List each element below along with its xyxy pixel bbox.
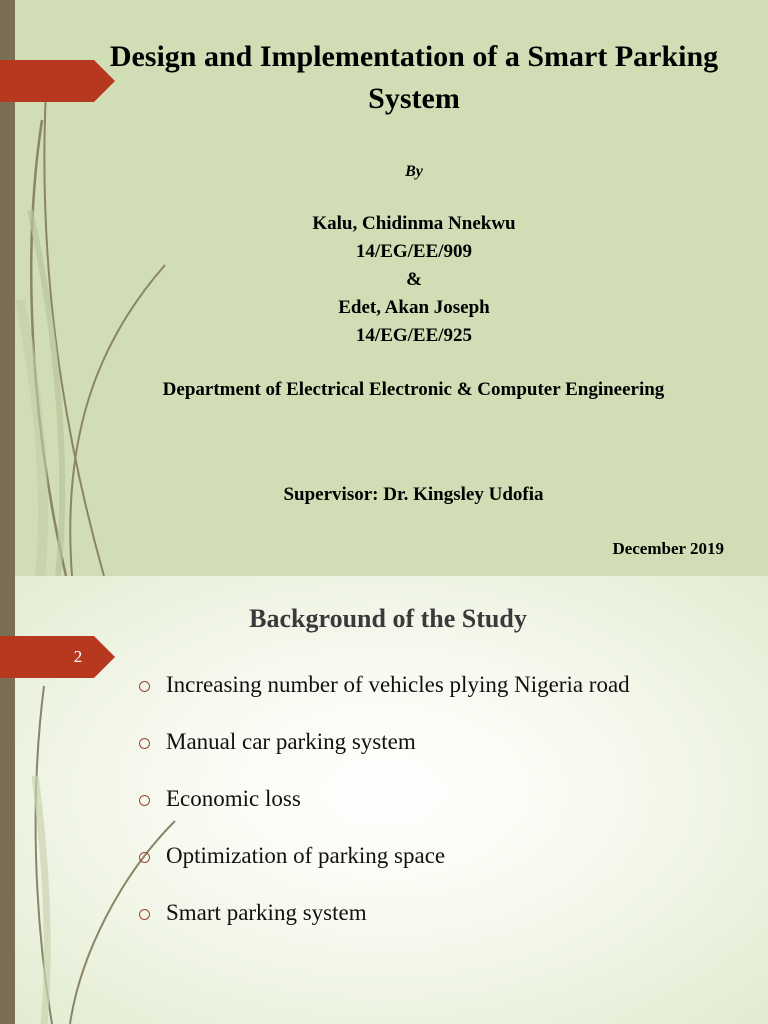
bullet-text: Increasing number of vehicles plying Nigeria road <box>166 672 630 697</box>
slide-title: Background of the Study <box>249 604 527 633</box>
slide-number-flag <box>0 636 115 678</box>
circle-bullet-icon <box>139 909 150 920</box>
background-slide <box>0 576 768 1024</box>
bullet-text: Manual car parking system <box>166 729 416 754</box>
department: Department of Electrical Electronic & Computer Engineering <box>162 379 665 400</box>
circle-bullet-icon <box>139 852 150 863</box>
circle-bullet-icon <box>139 738 150 749</box>
decorative-swooshes <box>0 576 768 1024</box>
circle-bullet-icon <box>139 795 150 806</box>
ampersand: & <box>406 269 422 290</box>
bullet-text: Optimization of parking space <box>166 843 446 868</box>
slide-title: Design and Implementation of a Smart Parking System <box>109 40 719 115</box>
circle-bullet-icon <box>139 681 150 692</box>
bullet-text: Economic loss <box>166 786 301 811</box>
supervisor: Supervisor: Dr. Kingsley Udofia <box>283 484 544 505</box>
author2-name: Edet, Akan Joseph <box>338 297 490 318</box>
author2-id: 14/EG/EE/925 <box>355 325 473 346</box>
by-label: By <box>405 163 423 180</box>
slide-number: 2 <box>73 647 83 666</box>
presentation-date: December 2019 <box>612 539 724 558</box>
author1-name: Kalu, Chidinma Nnekwu <box>312 213 516 234</box>
bullet-text: Smart parking system <box>166 900 367 925</box>
author1-id: 14/EG/EE/909 <box>355 241 473 262</box>
